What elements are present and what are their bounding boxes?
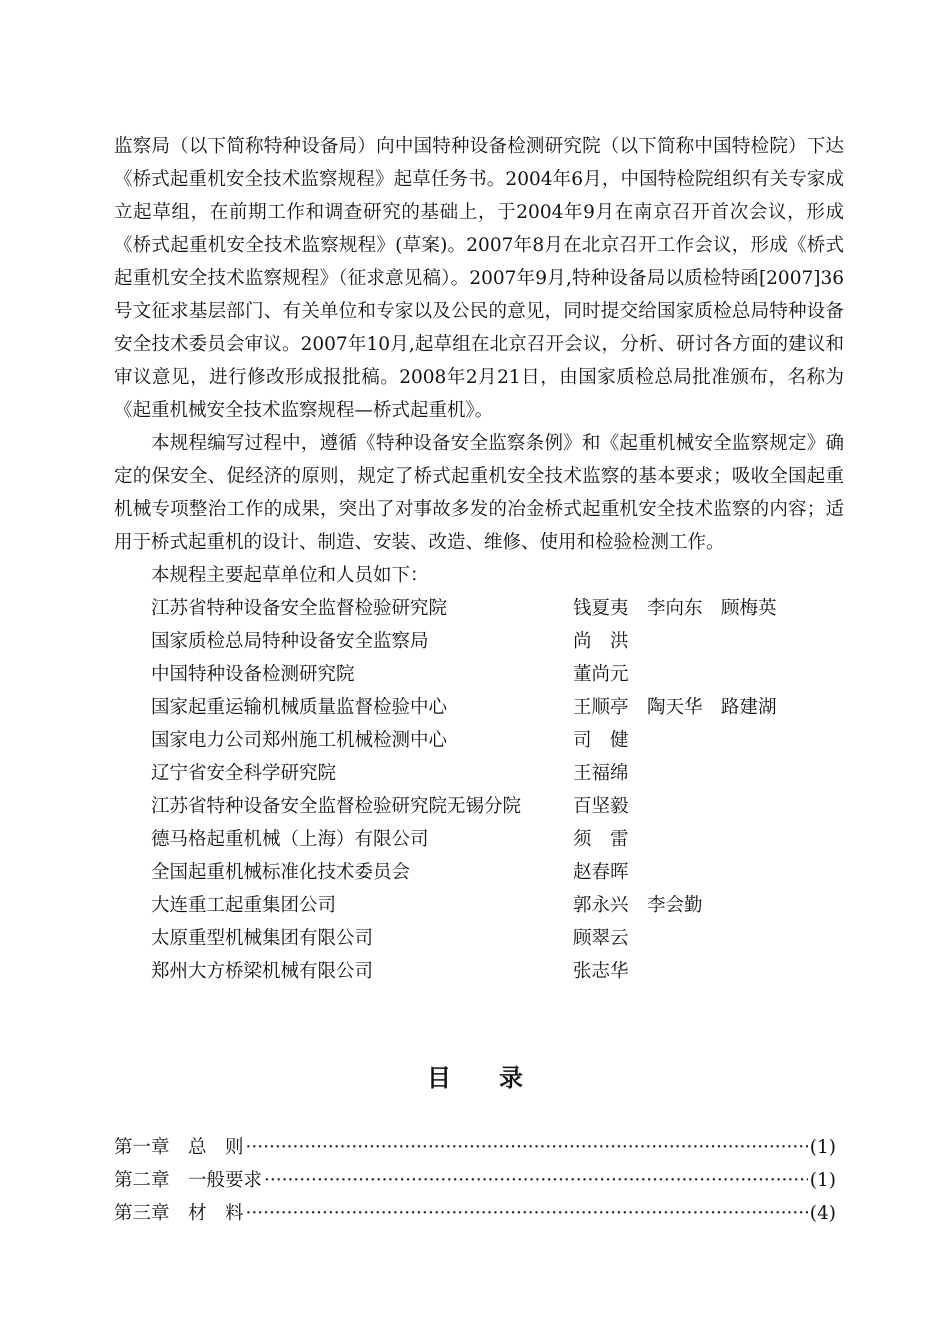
table-of-contents	[114, 1131, 836, 1230]
drafter-persons: 王福绵	[573, 763, 629, 784]
drafter-organization: 江苏省特种设备安全监督检验研究院	[151, 598, 448, 619]
drafter-row	[151, 757, 844, 790]
toc-leader-dots	[246, 1131, 808, 1164]
drafter-row	[151, 691, 844, 724]
drafter-organization: 太原重型机械集团有限公司	[151, 928, 374, 949]
drafter-organization: 郑州大方桥梁机械有限公司	[151, 961, 374, 982]
preface-paragraph-drafters-intro: 本规程主要起草单位和人员如下：	[151, 565, 429, 586]
drafter-organization: 全国起重机械标准化技术委员会	[151, 862, 411, 883]
drafter-organization: 辽宁省安全科学研究院	[151, 763, 337, 784]
toc-leader-dots	[246, 1197, 808, 1230]
drafter-row	[151, 625, 844, 658]
toc-entry[interactable]	[114, 1164, 836, 1197]
drafter-persons: 百坚毅	[573, 796, 629, 817]
drafter-persons: 钱夏夷 李向东 顾梅英	[573, 598, 777, 619]
drafter-persons: 张志华	[573, 961, 629, 982]
drafters-list	[114, 592, 844, 988]
drafter-organization: 中国特种设备检测研究院	[151, 664, 355, 685]
drafter-row	[151, 955, 844, 988]
drafter-persons: 董尚元	[573, 664, 629, 685]
preface-body	[114, 130, 844, 988]
toc-entry-label: 第一章 总 则	[114, 1137, 244, 1158]
drafter-row	[151, 823, 844, 856]
toc-entry-label: 第二章 一般要求	[114, 1170, 263, 1191]
toc-entry[interactable]	[114, 1197, 836, 1230]
toc-leader-dots	[264, 1164, 808, 1197]
drafter-organization: 国家起重运输机械质量监督检验中心	[151, 697, 448, 718]
toc-title: 目录	[427, 1064, 571, 1092]
drafter-organization: 江苏省特种设备安全监督检验研究院无锡分院	[151, 796, 522, 817]
drafter-row	[151, 856, 844, 889]
drafter-row	[151, 658, 844, 691]
toc-entry-page: (1)	[809, 1170, 836, 1191]
drafter-persons: 顾翠云	[573, 928, 629, 949]
toc-entry-page: (1)	[809, 1137, 836, 1158]
drafter-organization: 国家质检总局特种设备安全监察局	[151, 631, 429, 652]
drafter-persons: 尚 洪	[573, 631, 629, 652]
drafter-row	[151, 790, 844, 823]
drafter-organization: 德马格起重机械（上海）有限公司	[151, 829, 429, 850]
drafter-persons: 司 健	[573, 730, 629, 751]
drafter-organization: 大连重工起重集团公司	[151, 895, 337, 916]
preface-paragraph-history: 监察局（以下简称特种设备局）向中国特种设备检测研究院（以下简称中国特检院）下达《桥式起重机安全技术监察规程》起草任务书。2004年6月，中国特检院组织有关专家成立起草组，在前期工作和调查研究的基础上，于2004年9月在南京召开首次会议，形成《桥式起重机安全技术监察规程》(草案)。2007年8月在北京召开工作会议，形成《桥式起重机安全技术监察规程》（征求意见稿）。2007年9月,特种设备局以质检特函[2007]36号文征求基层部门、有关单位和专家以及公民的意见，同时提交给国家质检总局特种设备安全技术委员会审议。2007年10月,起草组在北京召开会议，分析、研讨各方面的建议和审议意见，进行修改形成报批稿。2008年2月21日，由国家质检总局批准颁布，名称为《起重机械安全技术监察规程—桥式起重机》。	[114, 136, 844, 421]
drafter-persons: 赵春晖	[573, 862, 629, 883]
drafter-row	[151, 889, 844, 922]
drafter-row	[151, 922, 844, 955]
drafter-persons: 须 雷	[573, 829, 629, 850]
toc-entry-page: (4)	[809, 1203, 836, 1224]
preface-paragraph-principles: 本规程编写过程中，遵循《特种设备安全监察条例》和《起重机械安全监察规定》确定的保安全、促经济的原则，规定了桥式起重机安全技术监察的基本要求；吸收全国起重机械专项整治工作的成果，突出了对事故多发的冶金桥式起重机安全技术监察的内容；适用于桥式起重机的设计、制造、安装、改造、维修、使用和检验检测工作。	[114, 433, 844, 553]
drafter-organization: 国家电力公司郑州施工机械检测中心	[151, 730, 448, 751]
toc-entry-label: 第三章 材 料	[114, 1203, 244, 1224]
drafter-persons: 王顺亭 陶天华 路建湖	[573, 697, 777, 718]
drafter-persons: 郭永兴 李会勤	[573, 895, 703, 916]
toc-entry[interactable]	[114, 1131, 836, 1164]
drafter-row	[151, 592, 844, 625]
drafter-row	[151, 724, 844, 757]
